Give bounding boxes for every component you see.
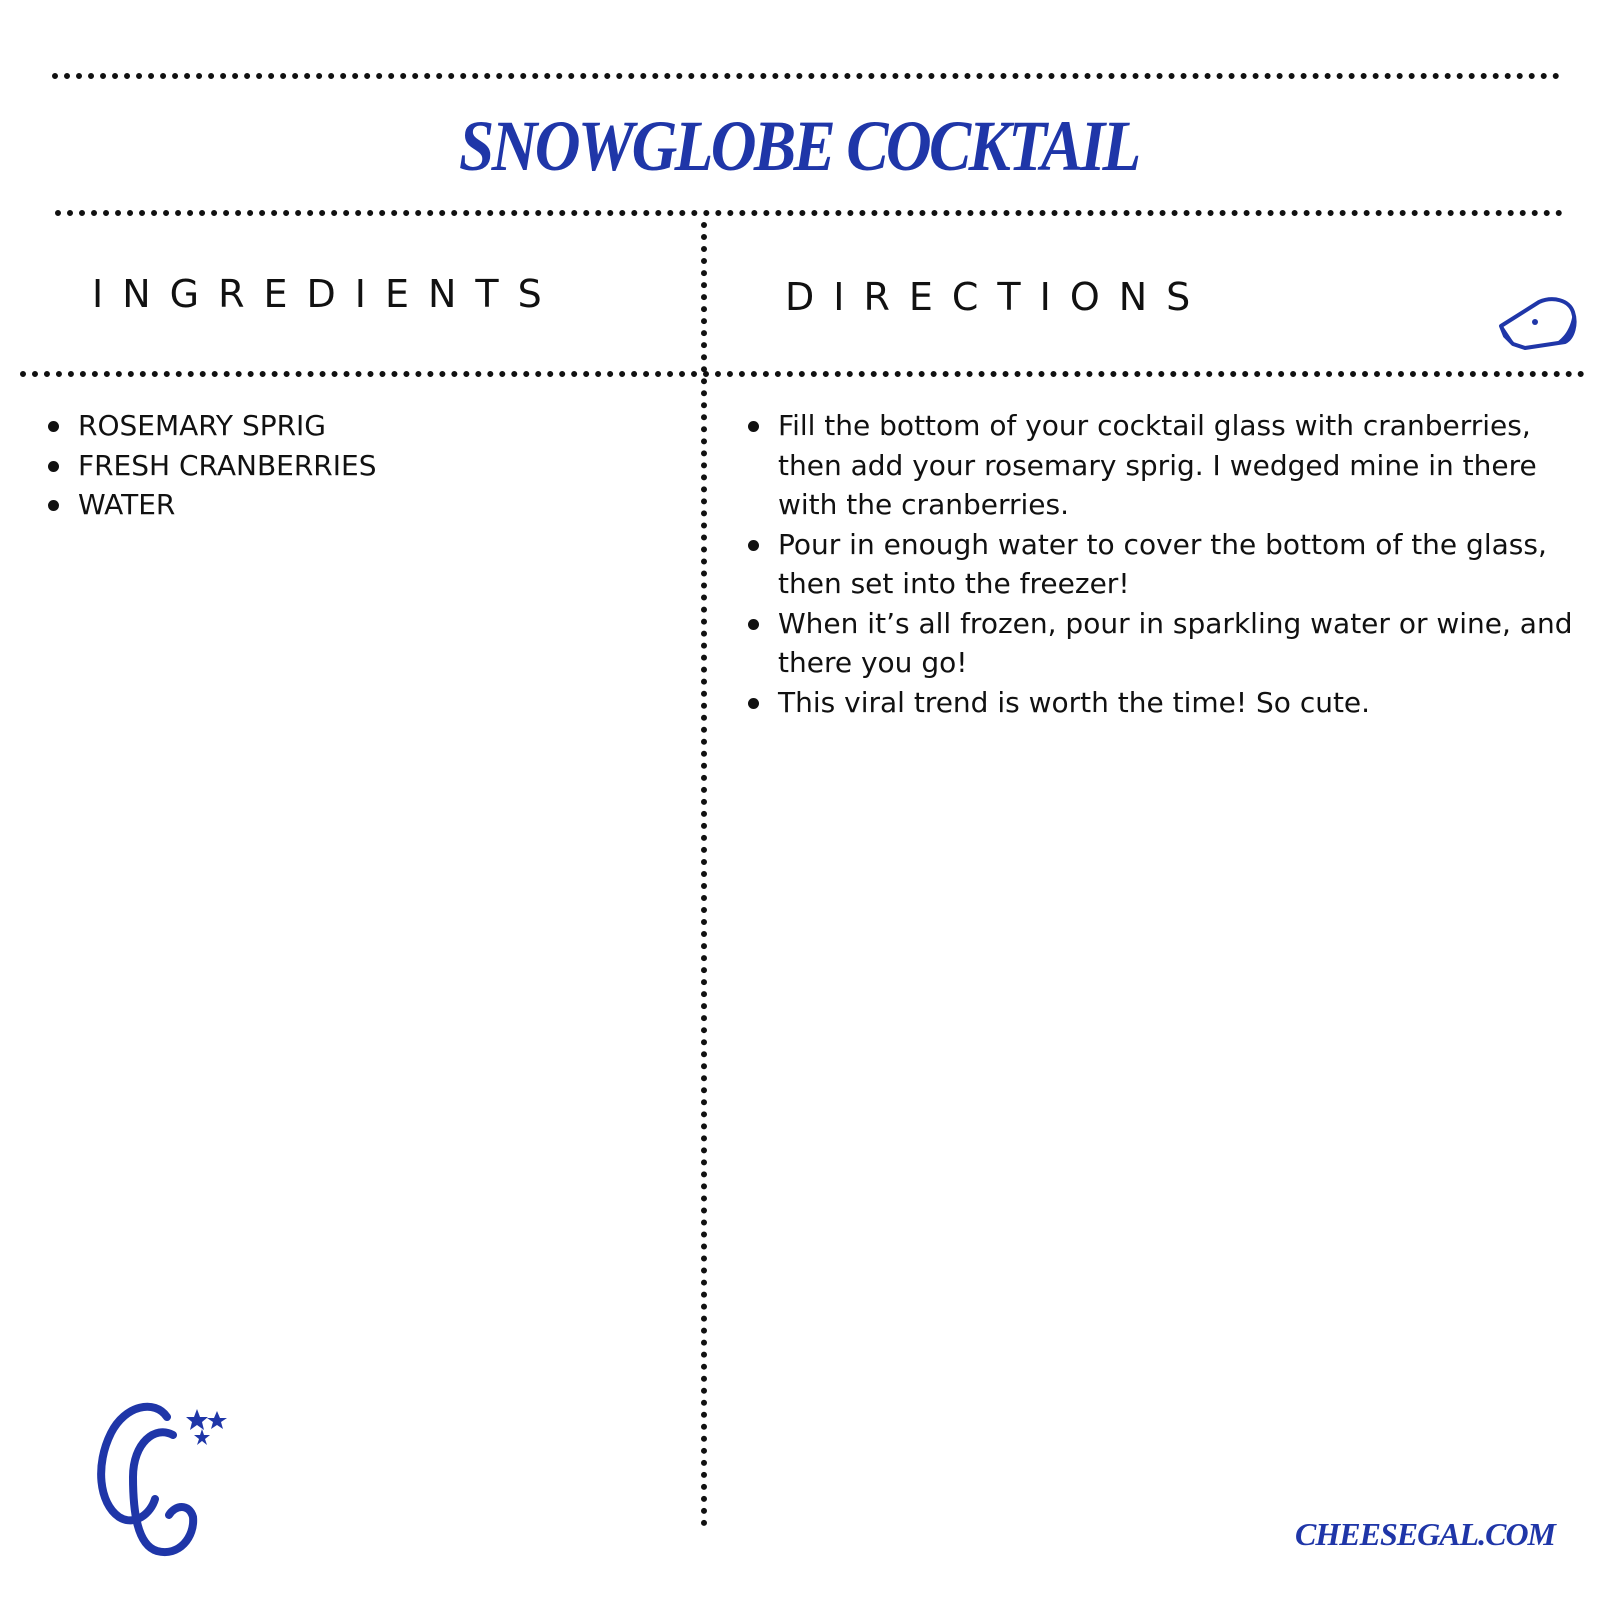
ingredient-text: FRESH CRANBERRIES <box>78 448 377 482</box>
ingredients-list <box>48 406 668 525</box>
ingredient-text: WATER <box>78 488 176 521</box>
bullet-icon <box>48 421 59 432</box>
cheese-wedge-icon <box>1495 292 1577 354</box>
title-bottom-dotted-rule <box>55 210 1563 216</box>
footer-website: CHEESEGAL.COM <box>1295 1516 1555 1552</box>
ingredient-text: ROSEMARY SPRIG <box>78 409 327 442</box>
directions-list <box>748 406 1583 722</box>
direction-text: This viral trend is worth the time! So cute. <box>778 685 1371 719</box>
directions-heading: DIRECTIONS <box>785 275 1210 319</box>
list-item <box>748 683 1583 723</box>
top-dotted-rule <box>52 73 1560 79</box>
column-divider-dotted-rule <box>701 222 707 1527</box>
bullet-icon <box>748 421 759 432</box>
bullet-icon <box>48 461 59 472</box>
ingredients-heading: INGREDIENTS <box>92 272 561 316</box>
bullet-icon <box>748 698 759 709</box>
bullet-icon <box>748 619 759 630</box>
list-item <box>748 604 1583 683</box>
direction-text: Pour in enough water to cover the bottom of the glass, then set into the freezer! <box>778 527 1547 600</box>
list-item <box>48 485 668 525</box>
direction-text: Fill the bottom of your cocktail glass with cranberries, then add your rosemary sprig. I wedged mine in there with the cranberries. <box>778 409 1537 521</box>
direction-text: When it’s all frozen, pour in sparkling water or wine, and there you go! <box>778 606 1573 679</box>
cg-monogram-stars-logo <box>85 1395 235 1565</box>
bullet-icon <box>748 540 759 551</box>
list-item <box>48 406 668 446</box>
page-title: SNOWGLOBE COCKTAIL <box>459 106 1139 186</box>
list-item <box>748 406 1583 525</box>
bullet-icon <box>48 500 59 511</box>
header-bottom-dotted-rule <box>20 371 1585 377</box>
list-item <box>748 525 1583 604</box>
list-item <box>48 446 668 486</box>
